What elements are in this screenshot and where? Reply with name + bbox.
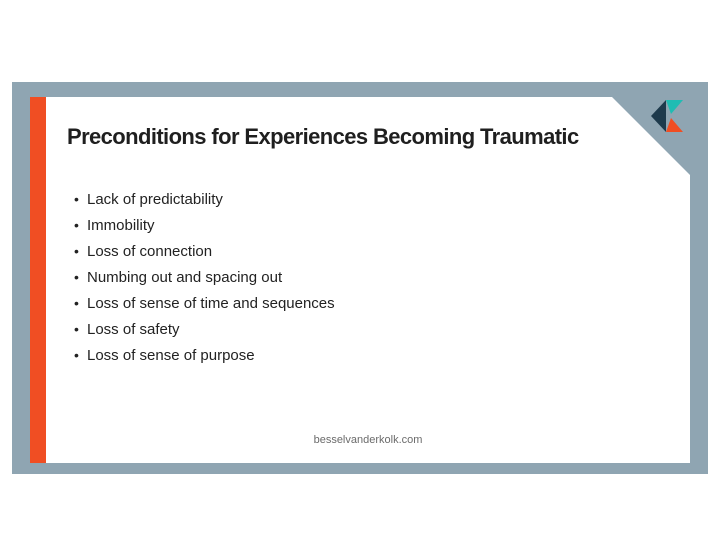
list-item-text: Lack of predictability xyxy=(87,190,223,208)
list-item xyxy=(74,186,335,212)
bullet-dot-icon: • xyxy=(74,191,79,207)
list-item xyxy=(74,290,335,316)
list-item-text: Loss of sense of purpose xyxy=(87,346,255,364)
list-item xyxy=(74,264,335,290)
bullet-dot-icon: • xyxy=(74,243,79,259)
list-item-text: Loss of connection xyxy=(87,242,213,260)
bullet-list xyxy=(74,186,335,368)
list-item-text: Loss of safety xyxy=(87,320,180,338)
bullet-dot-icon: • xyxy=(74,217,79,233)
brand-logo-icon xyxy=(651,98,685,134)
slide-title: Preconditions for Experiences Becoming Traumatic xyxy=(67,124,579,149)
list-item-text: Loss of sense of time and sequences xyxy=(87,294,335,312)
list-item xyxy=(74,316,335,342)
list-item xyxy=(74,212,335,238)
bullet-dot-icon: • xyxy=(74,347,79,363)
list-item-text: Numbing out and spacing out xyxy=(87,268,283,286)
accent-bar xyxy=(30,97,46,463)
bullet-dot-icon: • xyxy=(74,295,79,311)
footer-website: besselvanderkolk.com xyxy=(313,434,423,446)
bullet-dot-icon: • xyxy=(74,321,79,337)
bullet-dot-icon: • xyxy=(74,269,79,285)
list-item-text: Immobility xyxy=(87,216,155,234)
list-item xyxy=(74,342,335,368)
list-item xyxy=(74,238,335,264)
